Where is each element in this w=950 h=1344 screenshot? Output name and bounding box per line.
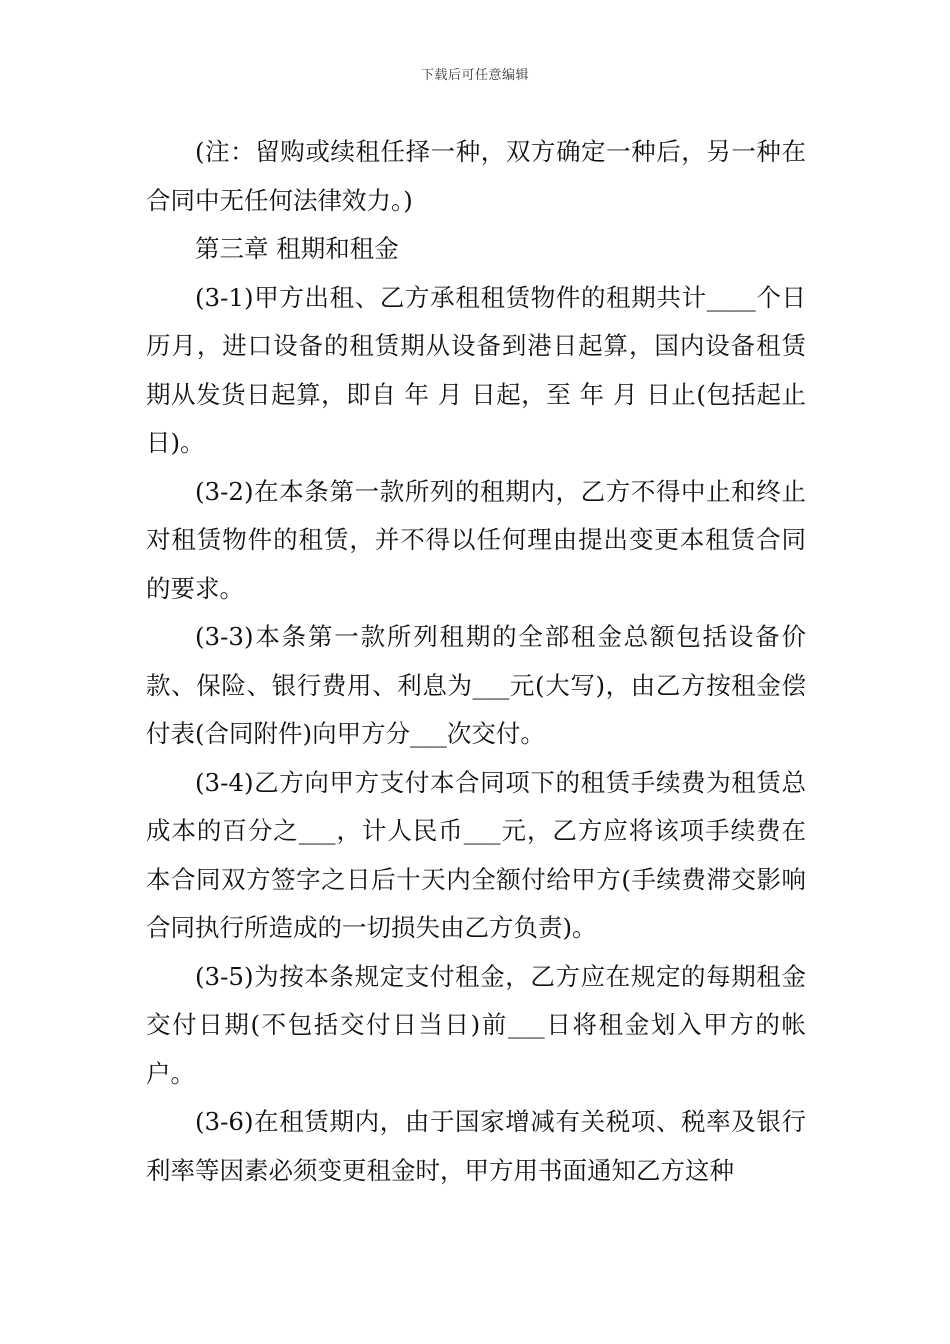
clause-3-2: (3-2)在本条第一款所列的租期内，乙方不得中止和终止对租赁物件的租赁，并不得以任何理由提出变更本租赁合同的要求。 [146,476,806,603]
clause-3-6: (3-6)在租赁期内，由于国家增减有关税项、税率及银行利率等因素必须变更租金时，甲方用书面通知乙方这种 [146,1107,806,1185]
document-body [146,128,806,1195]
chapter-heading: 第三章 租期和租金 [195,234,399,263]
note-paragraph: (注：留购或续租任择一种，双方确定一种后，另一种在合同中无任何法律效力。) [146,137,806,215]
clause-3-3: (3-3)本条第一款所列租期的全部租金总额包括设备价款、保险、银行费用、利息为___元(大写)，由乙方按租金偿付表(合同附件)向甲方分___次交付。 [146,622,806,748]
clause-3-5: (3-5)为按本条规定支付租金，乙方应在规定的每期租金交付日期(不包括交付日当日)前___日将租金划入甲方的帐户。 [146,961,806,1088]
page-header: 下载后可任意编辑 [420,68,529,83]
clause-3-4: (3-4)乙方向甲方支付本合同项下的租赁手续费为租赁总成本的百分之___，计人民币___元，乙方应将该项手续费在本合同双方签字之日后十天内全额付给甲方(手续费滞交影响合同执行所造成的一切损失由乙方负责)。 [146,767,806,942]
clause-3-1: (3-1)甲方出租、乙方承租租赁物件的租期共计____个日历月，进口设备的租赁期从设备到港日起算，国内设备租赁期从发货日起算，即自 年 月 日起，至 年 月 日止(包括起止日)。 [146,282,806,457]
